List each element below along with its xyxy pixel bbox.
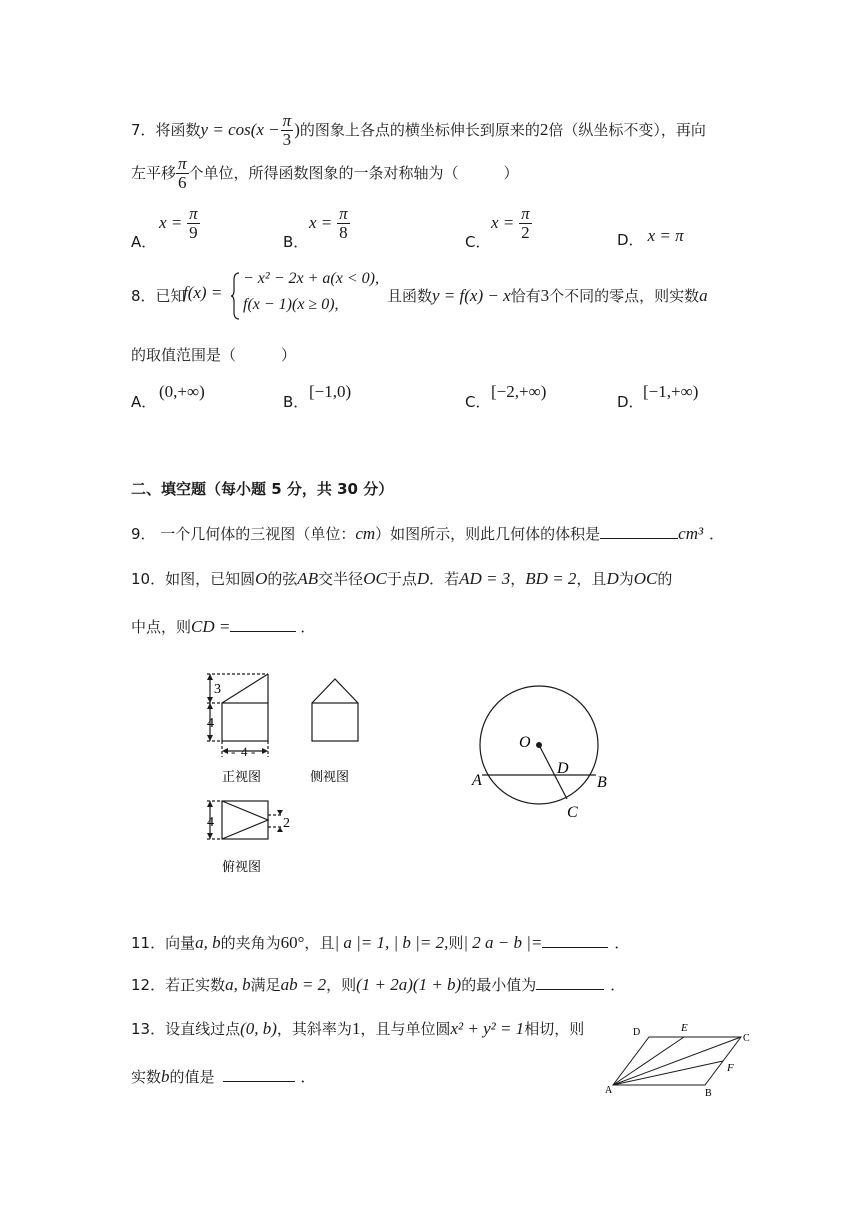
q10-line2: 中点，则CD = ． [131, 617, 316, 636]
q7-function: y = cos(x − [200, 120, 280, 139]
q7-fraction: $\frac{\pi}{3}$ [282, 111, 292, 149]
label-A: A [472, 772, 482, 789]
label-B-para: B [705, 1088, 712, 1099]
label-A-para: A [605, 1085, 613, 1096]
dim-4-bottom: 4 [241, 744, 248, 759]
q9: 9． 一个几何体的三视图（单位：cm）如图所示，则此几何体的体积是 cm³ ． [131, 524, 725, 543]
svg-text:-: - [231, 744, 236, 759]
side-view [312, 679, 358, 741]
q12-answer-blank[interactable] [536, 973, 604, 990]
three-views-figure [195, 665, 395, 875]
front-view-label: 正视图 [222, 770, 262, 785]
q7-text: 的图象上各点的横坐标伸长到原来的 [299, 121, 540, 139]
label-D: D [557, 760, 569, 777]
q10-line1: 10．如图，已知圆O的弦AB交半径OC于点D．若AD = 3，BD = 2，且D为OC的 [131, 569, 673, 588]
q7-number: 7．将函数 [131, 121, 201, 139]
q7-line1: 7．将函数y = cos(x − $\frac{\pi}{3}$ )的图象上各点的横坐标伸长到原来的2倍（纵坐标不变），再向 [131, 111, 706, 149]
label-C: C [567, 804, 578, 821]
q13-line1: 13．设直线过点(0, b)，其斜率为1，且与单位圆x² + y² = 1相切，则 [131, 1019, 585, 1038]
q11-answer-blank[interactable] [542, 931, 608, 948]
circle-figure [465, 665, 625, 825]
label-O: O [519, 734, 531, 751]
q7-shift-fraction: $\frac{\pi}{6}$ [178, 154, 187, 192]
side-view-label: 侧视图 [310, 770, 350, 785]
top-view [207, 801, 283, 839]
q8-case1: − x² − 2x + a(x < 0), [243, 270, 379, 287]
q12: 12．若正实数a, b满足ab = 2，则(1 + 2a)(1 + b)的最小值为 ． [131, 975, 626, 994]
q13-answer-blank[interactable] [223, 1065, 295, 1082]
dim-4-top: 4 [207, 815, 214, 830]
dim-3: 3 [214, 682, 221, 697]
q9-answer-blank[interactable] [600, 522, 678, 539]
label-D-para: D [633, 1027, 641, 1038]
q8-case2: f(x − 1)(x ≥ 0), [243, 296, 339, 313]
q8-line2: 的取值范围是（ ） [131, 346, 297, 364]
q8-fx: f(x) = [183, 283, 223, 302]
top-view-label: 俯视图 [222, 860, 262, 875]
q10-answer-blank[interactable] [230, 615, 296, 632]
label-C-para: C [743, 1033, 750, 1044]
q11: 11．向量a, b的夹角为60°，且| a |= 1, | b |= 2,则| 2 a − b |= ． [131, 933, 630, 952]
q7-line2: 左平移 $\frac{\pi}{6}$ 个单位，所得函数图象的一条对称轴为（ ） [131, 154, 519, 192]
label-B: B [597, 774, 607, 791]
q13-line2: 实数b的值是 ． [131, 1067, 316, 1086]
label-F: F [727, 1062, 734, 1074]
q8-brace [231, 272, 241, 320]
svg-text:-: - [251, 744, 256, 759]
q7-option-d[interactable]: D． x = π [617, 226, 684, 249]
section-title: 二、填空题（每小题 5 分，共 30 分） [131, 480, 394, 498]
dim-2: 2 [283, 816, 290, 831]
dim-4-front: 4 [207, 716, 214, 731]
label-E: E [681, 1022, 688, 1034]
parallelogram-figure [600, 1015, 760, 1105]
